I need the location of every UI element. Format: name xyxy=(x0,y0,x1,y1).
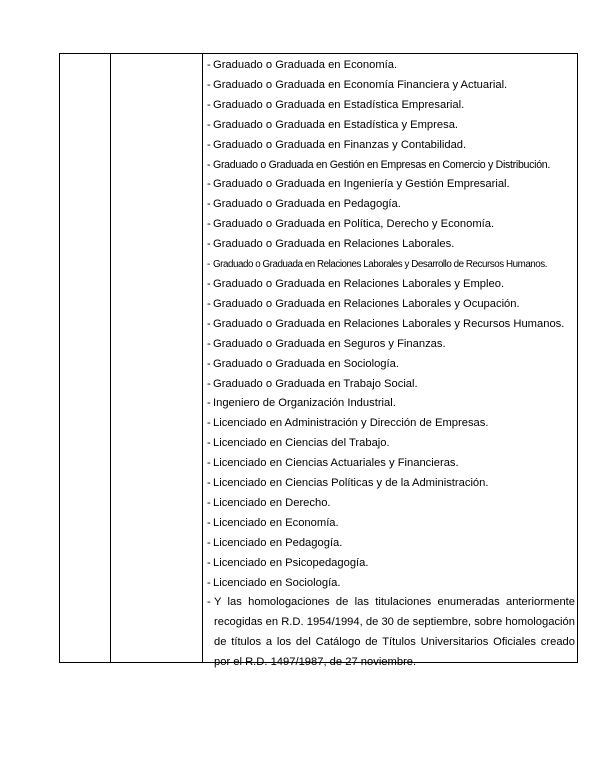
list-item: - Graduado o Graduada en Relaciones Laborales y Empleo. xyxy=(207,277,505,290)
list-item: - Licenciado en Ciencias del Trabajo. xyxy=(207,437,390,450)
list-item: - Graduado o Graduada en Gestión en Empresas en Comercio y Distribución. xyxy=(207,158,551,171)
list-item: - Graduado o Graduada en Relaciones Laborales y Recursos Humanos. xyxy=(207,317,565,330)
list-item: - Graduado o Graduada en Finanzas y Contabilidad. xyxy=(207,138,467,151)
column-divider xyxy=(202,54,203,662)
list-item: - Graduado o Graduada en Economía. xyxy=(207,59,398,71)
list-item: - Graduado o Graduada en Sociología. xyxy=(207,357,399,370)
degree-list xyxy=(207,56,575,673)
list-item: - Licenciado en Derecho. xyxy=(207,496,331,509)
list-item: - Licenciado en Ciencias Actuariales y Financieras. xyxy=(207,457,459,470)
list-item: - Graduado o Graduada en Pedagogía. xyxy=(207,198,401,211)
list-item: - Licenciado en Ciencias Políticas y de la Administración. xyxy=(207,477,489,490)
list-item: - Licenciado en Economía. xyxy=(207,516,339,529)
list-item: - Licenciado en Sociología. xyxy=(207,576,341,589)
list-item: - Graduado o Graduada en Política, Derecho y Economía. xyxy=(207,218,495,231)
homologation-paragraph: - Y las homologaciones de las titulaciones enumeradas anteriormente recogidas en R.D. 1954/1994, de 30 de septiembre, sobre homologación de títulos a los del Catálogo de Títulos Universitarios Oficiales creado por el R.D. 1497/1987, de 27 noviembre. xyxy=(207,596,575,669)
degree-table xyxy=(59,53,578,669)
list-item: - Licenciado en Psicopedagogía. xyxy=(207,556,369,569)
list-item: - Graduado o Graduada en Economía Financiera y Actuarial. xyxy=(207,78,508,91)
list-item: - Graduado o Graduada en Estadística Empresarial. xyxy=(207,98,465,111)
list-item: - Graduado o Graduada en Relaciones Laborales. xyxy=(207,238,455,251)
list-item: - Graduado o Graduada en Ingeniería y Gestión Empresarial. xyxy=(207,178,510,191)
column-divider xyxy=(110,54,111,662)
list-item: - Licenciado en Pedagogía. xyxy=(207,536,343,549)
list-item: - Licenciado en Administración y Dirección de Empresas. xyxy=(207,417,489,430)
list-item: - Graduado o Graduada en Estadística y Empresa. xyxy=(207,118,459,131)
list-item: - Graduado o Graduada en Trabajo Social. xyxy=(207,377,418,390)
list-item: - Graduado o Graduada en Relaciones Laborales y Desarrollo de Recursos Humanos. xyxy=(207,259,548,271)
list-item: - Graduado o Graduada en Relaciones Laborales y Ocupación. xyxy=(207,297,520,310)
list-item: - Ingeniero de Organización Industrial. xyxy=(207,397,396,410)
list-item: - Graduado o Graduada en Seguros y Finanzas. xyxy=(207,337,446,350)
